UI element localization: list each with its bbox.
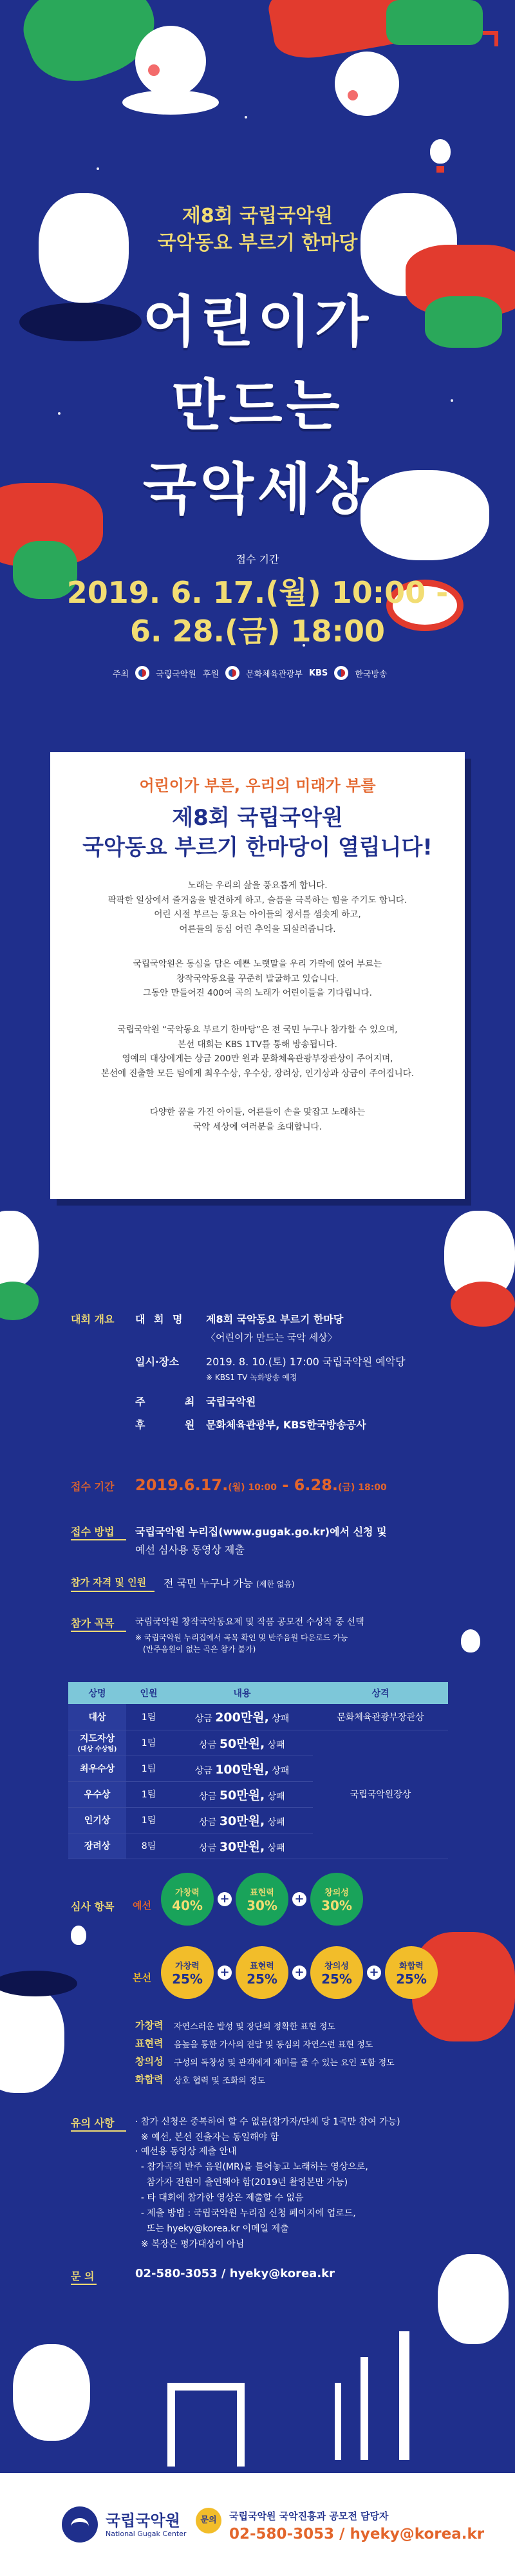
sponsors-bar (113, 666, 409, 680)
eligibility-value (164, 1575, 295, 1590)
prize-name: 우수상 (68, 1781, 126, 1807)
balloon-basket (436, 166, 444, 173)
government-emblem-icon (225, 666, 239, 680)
card-paragraph-3 (50, 1023, 465, 1081)
score-circle-final-2 (236, 1946, 288, 1999)
reception-end: 6.28. (294, 1476, 339, 1494)
prize-content (171, 1756, 313, 1781)
score-name: 표현력 (250, 1961, 274, 1971)
invitation-card (50, 752, 465, 1199)
prize-amount: 30만원, (219, 1814, 265, 1828)
reception-dash: - (277, 1476, 294, 1494)
notice-line: - 타 대회에 참가한 영상은 제출할 수 없음 (135, 2193, 304, 2203)
prize-name: 대상 (68, 1704, 126, 1730)
footer-dept: 국립국악원 국악진흥과 공모전 담당자 (229, 2510, 389, 2522)
card-line: 창작국악동요를 꾸준히 발굴하고 있습니다. (176, 973, 339, 984)
sponsor-support-1: 문화체육관광부 (246, 669, 303, 679)
criterion-desc: 상호 협력 및 조화의 정도 (174, 2076, 266, 2086)
character-left-lower (0, 1984, 64, 2093)
score-percent: 30% (247, 1897, 277, 1913)
hero-event-name: 국악동요 부르기 한마당 (157, 232, 358, 254)
plus-icon: + (292, 1965, 306, 1980)
prize-header-name: 상명 (68, 1682, 126, 1704)
criterion-desc: 음높을 통한 가사의 전달 및 동심의 자연스런 표현 정도 (174, 2040, 373, 2050)
character-green-sleeve-info (0, 1282, 39, 1320)
songs-line-1: 국립국악원 창작국악동요제 및 작품 공모전 수상작 중 선택 (135, 1617, 364, 1627)
prize-amount: 50만원, (219, 1736, 265, 1751)
prize-amount: 100만원, (215, 1762, 269, 1777)
kbs-logo-icon (334, 666, 348, 680)
songs-label: 참가 곡목 (71, 1617, 115, 1629)
notice-line: 또는 hyeky@korea.kr 이메일 제출 (135, 2224, 289, 2234)
score-circle-prelim-1 (161, 1873, 214, 1926)
notice-line: - 제출 방법 : 국립국악원 누리집 신청 페이지에 업로드, (135, 2208, 356, 2219)
hero-period-label: 접수 기간 (236, 553, 279, 565)
overview-label: 대회 개요 (71, 1313, 115, 1325)
prize-name-main: 지도자상 (79, 1733, 115, 1744)
prize-suffix: 상패 (267, 1791, 285, 1802)
character-bottom-right (438, 2254, 509, 2344)
character-green-sleeve (386, 0, 483, 45)
table-row (68, 1704, 448, 1730)
plus-icon: + (218, 1892, 232, 1906)
character-face-top-right (335, 52, 399, 116)
prize-prefix: 상금 (194, 1765, 212, 1776)
prize-count: 1팀 (126, 1781, 171, 1807)
gugak-center-logo-icon (62, 2506, 98, 2543)
overview-key-name: 대 회 명 (135, 1313, 185, 1325)
inquiry-badge: 문의 (196, 2508, 221, 2533)
card-paragraph-2 (50, 957, 465, 1001)
star (245, 116, 247, 118)
prize-amount: 30만원, (219, 1839, 265, 1854)
prize-suffix: 상패 (272, 1765, 290, 1776)
card-line: 국립국악원은 동심을 담은 예쁜 노랫말을 우리 가락에 얹어 부르는 (133, 959, 382, 969)
prize-award-merged: 국립국악원장상 (313, 1730, 448, 1859)
score-name: 창의성 (324, 1888, 349, 1898)
songs-note-1: ※ 국립국악원 누리집에서 곡목 확인 및 반주음원 다운로드 가능 (135, 1633, 348, 1642)
hero-edition: 제8회 국립국악원 (182, 205, 333, 227)
notice-line: ※ 예선, 본선 진출자는 동일해야 함 (135, 2132, 279, 2143)
sponsor-support-label: 후원 (202, 669, 220, 679)
prize-count: 1팀 (126, 1807, 171, 1833)
hero-period-start: 2019. 6. 17.(월) 10:00 - (66, 575, 449, 610)
score-percent: 25% (247, 1971, 277, 1987)
prize-content (171, 1781, 313, 1807)
scoring-prelim-label: 예선 (133, 1900, 151, 1911)
prize-table-header (68, 1682, 448, 1704)
criterion-desc: 자연스러운 발성 및 장단의 정확한 표현 정도 (174, 2022, 335, 2032)
prize-name: 장려상 (68, 1833, 126, 1859)
score-circle-final-4 (385, 1946, 438, 1999)
footer-contact[interactable]: 02-580-3053 / hyeky@korea.kr (229, 2526, 485, 2543)
score-percent: 25% (172, 1971, 203, 1987)
card-title-2: 국악동요 부르기 한마당이 열립니다! (82, 835, 433, 860)
plus-icon: + (367, 1965, 381, 1980)
prize-content (171, 1807, 313, 1833)
label-underline (71, 1631, 126, 1632)
label-underline (71, 1539, 126, 1540)
hero-headline-1: 어린이가 (142, 290, 373, 354)
prize-count: 1팀 (126, 1704, 171, 1730)
notice-line: 참가자 전원이 출연해야 함(2019년 촬영본만 가능) (135, 2177, 348, 2188)
character-hat-lower (0, 1971, 77, 1996)
card-line: 다양한 꿈을 가진 아이들, 어른들이 손을 맞잡고 노래하는 (149, 1107, 366, 1117)
card-line: 노래는 우리의 삶을 풍요롭게 합니다. (187, 880, 328, 891)
score-name: 창의성 (324, 1961, 349, 1971)
balloon-icon (71, 1926, 86, 1945)
score-name: 화합력 (399, 1961, 424, 1971)
character-hat (122, 90, 219, 115)
card-line: 본선 대회는 KBS 1TV를 통해 방송됩니다. (178, 1039, 337, 1050)
scoring-final-label: 본선 (133, 1972, 151, 1984)
score-circle-final-3 (310, 1946, 363, 1999)
criterion-desc: 구성의 독창성 및 관객에게 재미를 줄 수 있는 요인 포함 정도 (174, 2058, 395, 2068)
apply-label: 접수 방법 (71, 1526, 115, 1538)
criterion-name: 화합력 (135, 2074, 164, 2085)
reception-end-time: (금) 18:00 (338, 1482, 387, 1493)
overview-sub-datetime: ※ KBS1 TV 녹화방송 예정 (206, 1373, 297, 1382)
prize-name (68, 1730, 126, 1756)
overview-value-datetime: 2019. 8. 10.(토) 17:00 국립국악원 예악당 (206, 1356, 406, 1368)
prize-suffix: 상패 (267, 1842, 285, 1853)
prize-name-sub: (대상 수상팀) (77, 1745, 117, 1753)
notice-line: · 예선용 동영상 제출 안내 (135, 2146, 237, 2157)
prize-count: 1팀 (126, 1756, 171, 1781)
character-left-info (0, 1211, 39, 1288)
prize-prefix: 상금 (194, 1714, 212, 1725)
prize-award: 문화체육관광부장관상 (313, 1704, 448, 1730)
score-name: 표현력 (250, 1888, 274, 1898)
overview-value-name: 제8회 국악동요 부르기 한마당 (206, 1313, 344, 1325)
overview-key-host: 주 최 (135, 1396, 198, 1408)
criterion-name: 창의성 (135, 2056, 164, 2067)
sponsor-host: 국립국악원 (156, 669, 196, 679)
card-line: 어린 시절 부르는 동요는 아이들의 정서를 샘솟게 하고, (154, 909, 361, 920)
notice-line: - 참가곡의 반주 음원(MR)을 틀어놓고 노래하는 영상으로, (135, 2162, 368, 2172)
prize-prefix: 상금 (199, 1817, 217, 1828)
prize-header-count: 인원 (126, 1682, 171, 1704)
prize-amount: 50만원, (219, 1788, 265, 1803)
prize-amount: 200만원, (215, 1710, 269, 1725)
card-line: 국립국악원 “국악동요 부르기 한마당”은 전 국민 누구나 참가할 수 있으며, (117, 1025, 398, 1035)
card-subtitle: 어린이가 부른, 우리의 미래가 부를 (139, 777, 376, 795)
score-circle-prelim-2 (236, 1873, 288, 1926)
contact-value[interactable]: 02-580-3053 / hyeky@korea.kr (135, 2267, 335, 2280)
card-line: 본선에 진출한 모든 팀에게 최우수상, 우수상, 장려상, 인기상과 상금이 주어집니다. (100, 1068, 415, 1079)
score-circle-prelim-3 (310, 1873, 363, 1926)
eligibility-value-text: 전 국민 누구나 가능 (164, 1577, 253, 1589)
character-red-sleeve-info (451, 1282, 515, 1327)
overview-sub-name: 〈어린이가 만드는 국악 세상〉 (206, 1332, 337, 1343)
balloon-icon (461, 1629, 480, 1653)
character-cheek (148, 64, 160, 76)
footer (0, 2473, 515, 2576)
prize-prefix: 상금 (199, 1739, 217, 1750)
eligibility-label: 참가 자격 및 인원 (71, 1577, 147, 1588)
score-percent: 30% (321, 1897, 352, 1913)
corner-tag (483, 31, 498, 46)
eligibility-note: (제한 없음) (256, 1580, 295, 1589)
prize-count: 8팀 (126, 1833, 171, 1859)
footer-logo-en: National Gugak Center (106, 2530, 187, 2538)
sponsor-host-label: 주최 (113, 669, 129, 679)
instrument-stand-icon (399, 2331, 409, 2460)
plus-icon: + (218, 1965, 232, 1980)
criterion-name: 가창력 (135, 2020, 164, 2031)
card-line: 영예의 대상에게는 상금 200만 원과 문화체육관광부장관상이 주어지며, (122, 1054, 393, 1064)
footer-logo-ko: 국립국악원 (106, 2512, 180, 2530)
hero-headline-2: 만드는 (171, 374, 344, 438)
prize-prefix: 상금 (199, 1842, 217, 1853)
overview-key-datetime: 일시·장소 (135, 1356, 179, 1368)
prize-table (68, 1682, 448, 1859)
card-paragraph-4 (50, 1105, 465, 1134)
instrument-stand-icon (335, 2383, 341, 2460)
taegeuk-emblem-icon (135, 666, 149, 680)
reception-label: 접수 기간 (71, 1481, 115, 1493)
prize-suffix: 상패 (267, 1739, 285, 1750)
score-name: 가창력 (175, 1961, 200, 1971)
card-line: 어른들의 동심 어린 추억을 되살려줍니다. (179, 923, 336, 934)
card-paragraph-1 (50, 878, 465, 936)
character-cheek (348, 90, 358, 100)
gate-icon (167, 2383, 245, 2467)
hero-headline-3: 국악세상 (142, 457, 373, 522)
score-percent: 25% (321, 1971, 352, 1987)
prize-count: 1팀 (126, 1730, 171, 1756)
score-percent: 25% (396, 1971, 427, 1987)
character-face-top-left (135, 26, 206, 97)
notice-line: · 참가 신청은 중복하여 할 수 없음(참가자/단체 당 1곡만 참여 가능) (135, 2117, 400, 2127)
score-percent: 40% (172, 1897, 203, 1913)
balloon-icon (430, 139, 451, 164)
reception-start: 2019.6.17. (135, 1476, 229, 1494)
score-name: 가창력 (175, 1888, 200, 1898)
prize-content (171, 1833, 313, 1859)
prize-name: 최우수상 (68, 1756, 126, 1781)
label-underline (71, 1591, 154, 1592)
label-underline (71, 2130, 126, 2132)
overview-value-host: 국립국악원 (206, 1396, 256, 1408)
scoring-label: 심사 항목 (71, 1900, 115, 1913)
card-title-1: 제8회 국립국악원 (172, 805, 343, 831)
reception-start-time: (월) 10:00 (228, 1482, 277, 1493)
overview-key-support: 후 원 (135, 1419, 198, 1431)
card-line: 국악 세상에 여러분을 초대합니다. (193, 1121, 322, 1132)
character-bottom-left (13, 2344, 90, 2441)
apply-line-2: 예선 심사용 동영상 제출 (135, 1544, 245, 1556)
card-line: 팍팍한 일상에서 즐거움을 발견하게 하고, 슬픔을 극복하는 힘을 주기도 합니다. (108, 895, 407, 905)
overview-value-support: 문화체육관광부, KBS한국방송공사 (206, 1419, 366, 1431)
prize-header-award: 상격 (313, 1682, 448, 1704)
prize-suffix: 상패 (272, 1714, 290, 1725)
notice-line: ※ 복장은 평가대상이 아님 (135, 2239, 245, 2249)
label-underline (71, 2284, 97, 2285)
hero-period-end: 6. 28.(금) 18:00 (130, 614, 385, 649)
notice-label: 유의 사항 (71, 2117, 115, 2129)
prize-content (171, 1730, 313, 1756)
plus-icon: + (292, 1892, 306, 1906)
reception-period (135, 1476, 387, 1494)
score-circle-final-1 (161, 1946, 214, 1999)
prize-name: 인기상 (68, 1807, 126, 1833)
prize-header-content: 내용 (171, 1682, 313, 1704)
table-row (68, 1730, 448, 1756)
criterion-name: 표현력 (135, 2038, 164, 2049)
songs-note-2: (반주음원이 없는 곡은 참가 불가) (143, 1645, 256, 1654)
prize-suffix: 상패 (267, 1817, 285, 1828)
sponsor-support-3: 한국방송 (355, 669, 388, 679)
prize-content (171, 1704, 313, 1730)
card-line: 그동안 만들어진 400여 곡의 노래가 어린이들을 기다립니다. (143, 988, 372, 998)
star (97, 167, 99, 170)
contact-label: 문 의 (71, 2270, 95, 2282)
sponsor-support-2: KBS (308, 668, 328, 678)
instrument-stand-icon (360, 2357, 368, 2460)
apply-line-1: 국립국악원 누리집(www.gugak.go.kr)에서 신청 및 (135, 1526, 387, 1538)
prize-prefix: 상금 (199, 1791, 217, 1802)
